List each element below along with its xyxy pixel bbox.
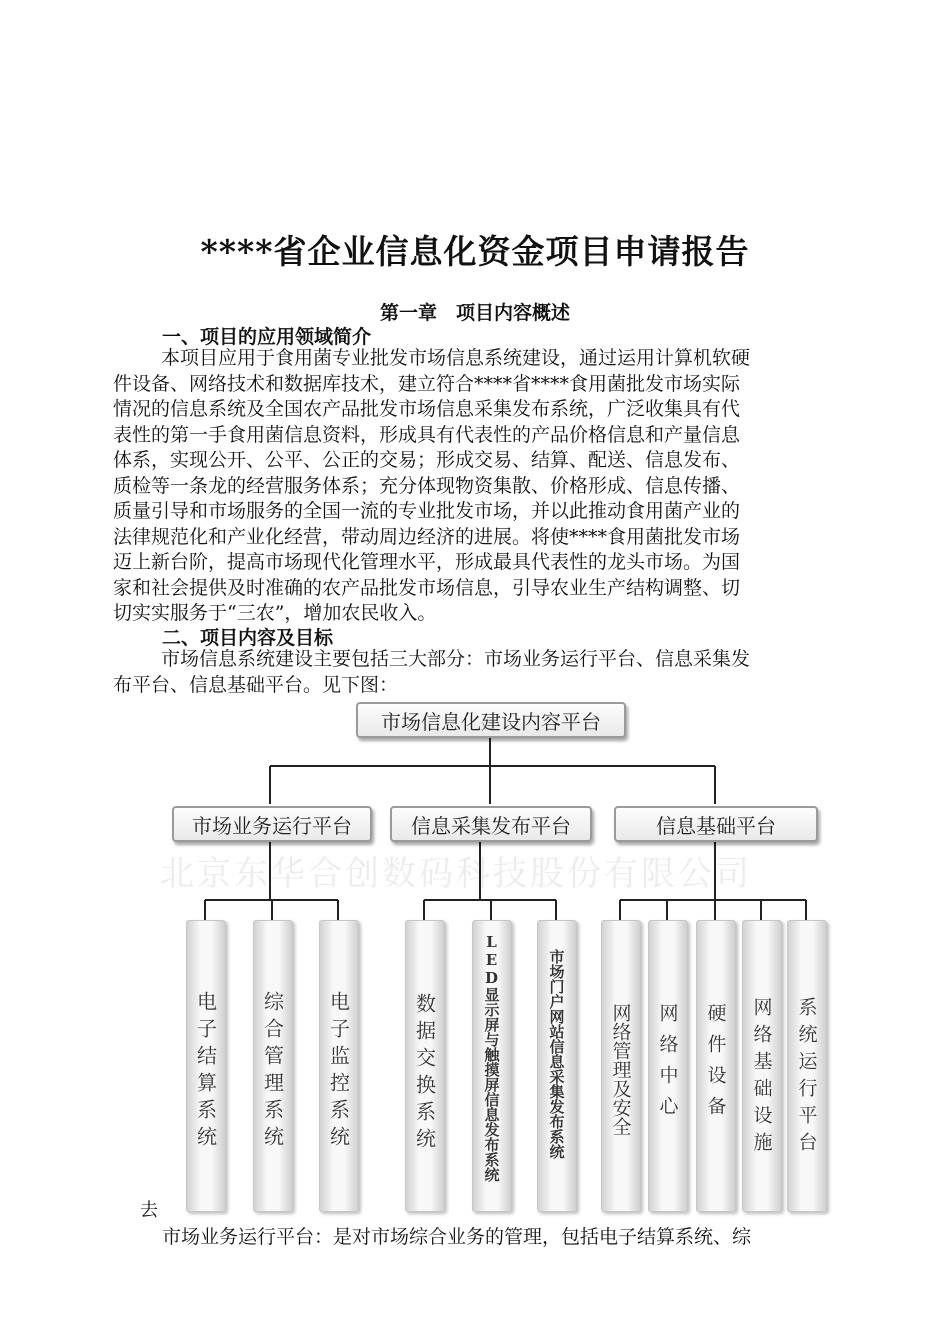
- subsystem-column: [319, 920, 359, 1212]
- subsystem-label: 电子结算系统: [193, 991, 218, 1153]
- paragraph-line: 市场信息系统建设主要包括三大部分：市场业务运行平台、信息采集发: [161, 648, 751, 670]
- subsystem-label: LED显示屏与触摸屏信息发布系统: [482, 933, 501, 1182]
- subsystem-column: [648, 920, 688, 1212]
- continuation-line: 市场业务运行平台：是对市场综合业务的管理，包括电子结算系统、综: [162, 1226, 752, 1248]
- paragraph-line: 家和社会提供及时准确的农产品批发市场信息，引导农业生产结构调整、切: [113, 576, 741, 599]
- subsystem-label: 综合管理系统: [260, 991, 285, 1153]
- subsystem-label: 电子监控系统: [326, 991, 351, 1153]
- paragraph-line: 切实实服务于“三农”，增加农民收入。: [113, 602, 437, 624]
- subsystem-column: [742, 920, 782, 1212]
- paragraph-line: 件设备、网络技术和数据库技术，建立符合****省****食用菌批发市场实际: [113, 372, 741, 395]
- stray-character: 去: [140, 1200, 158, 1221]
- paragraph-line: 迈上新台阶，提高市场现代化管理水平，形成最具代表性的龙头市场。为国: [113, 551, 741, 573]
- paragraph-line: 体系，实现公开、公平、公正的交易；形成交易、结算、配送、信息发布、: [113, 449, 741, 471]
- section1-heading: 一、项目的应用领域简介: [162, 326, 372, 348]
- root-platform-label: 市场信息化建设内容平台: [381, 709, 601, 734]
- paragraph-line: 情况的信息系统及全国农产品批发市场信息采集发布系统，广泛收集具有代: [113, 398, 741, 420]
- subsystem-label: 网络管理及安全: [609, 1003, 632, 1136]
- paragraph-line: 表性的第一手食用菌信息资料，形成具有代表性的产品价格信息和产量信息: [113, 423, 741, 446]
- paragraph-line: 布平台、信息基础平台。见下图：: [113, 673, 399, 696]
- section2-heading: 二、项目内容及目标: [162, 627, 334, 649]
- subsystem-column: [696, 920, 736, 1212]
- subsystem-label: 系统运行平台: [795, 997, 818, 1159]
- document-title: ****省企业信息化资金项目申请报告: [200, 232, 750, 271]
- paragraph-line: 法律规范化和产业化经营，带动周边经济的进展。将使****食用菌批发市场: [113, 525, 741, 548]
- platform-label: 市场业务运行平台: [192, 813, 352, 838]
- paragraph-line: 本项目应用于食用菌专业批发市场信息系统建设，通过运用计算机软硬: [161, 347, 751, 369]
- subsystem-column: [537, 920, 577, 1212]
- paragraph-line: 质量引导和市场服务的全国一流的专业批发市场，并以此推动食用菌产业的: [113, 500, 741, 522]
- subsystem-column: [472, 920, 512, 1212]
- platform-box-info-infrastructure: [614, 806, 818, 842]
- chapter-heading: 第一章 项目内容概述: [379, 302, 570, 324]
- subsystem-column: [253, 920, 293, 1212]
- subsystem-column: [601, 920, 641, 1212]
- subsystem-label: 网络中心: [656, 1003, 679, 1127]
- watermark: 北京东华合创数码科技股份有限公司: [160, 854, 752, 894]
- root-platform-box: [356, 702, 626, 738]
- subsystem-column: [405, 920, 445, 1212]
- subsystem-label: 硬件设备: [704, 1003, 727, 1127]
- subsystem-column: [186, 920, 226, 1212]
- paragraph-line: 质检等一条龙的经营服务体系；充分体现物资集散、价格形成、信息传播、: [113, 474, 741, 497]
- subsystem-label: 数据交换系统: [412, 993, 437, 1155]
- platform-box-info-collection: [390, 806, 592, 842]
- platform-label: 信息基础平台: [656, 813, 776, 838]
- subsystem-label: 市场门户网站信息采集发布系统: [547, 949, 566, 1159]
- platform-box-business: [172, 806, 372, 842]
- subsystem-label: 网络基础设施: [750, 997, 773, 1159]
- subsystem-column: [787, 920, 827, 1212]
- platform-label: 信息采集发布平台: [411, 813, 571, 838]
